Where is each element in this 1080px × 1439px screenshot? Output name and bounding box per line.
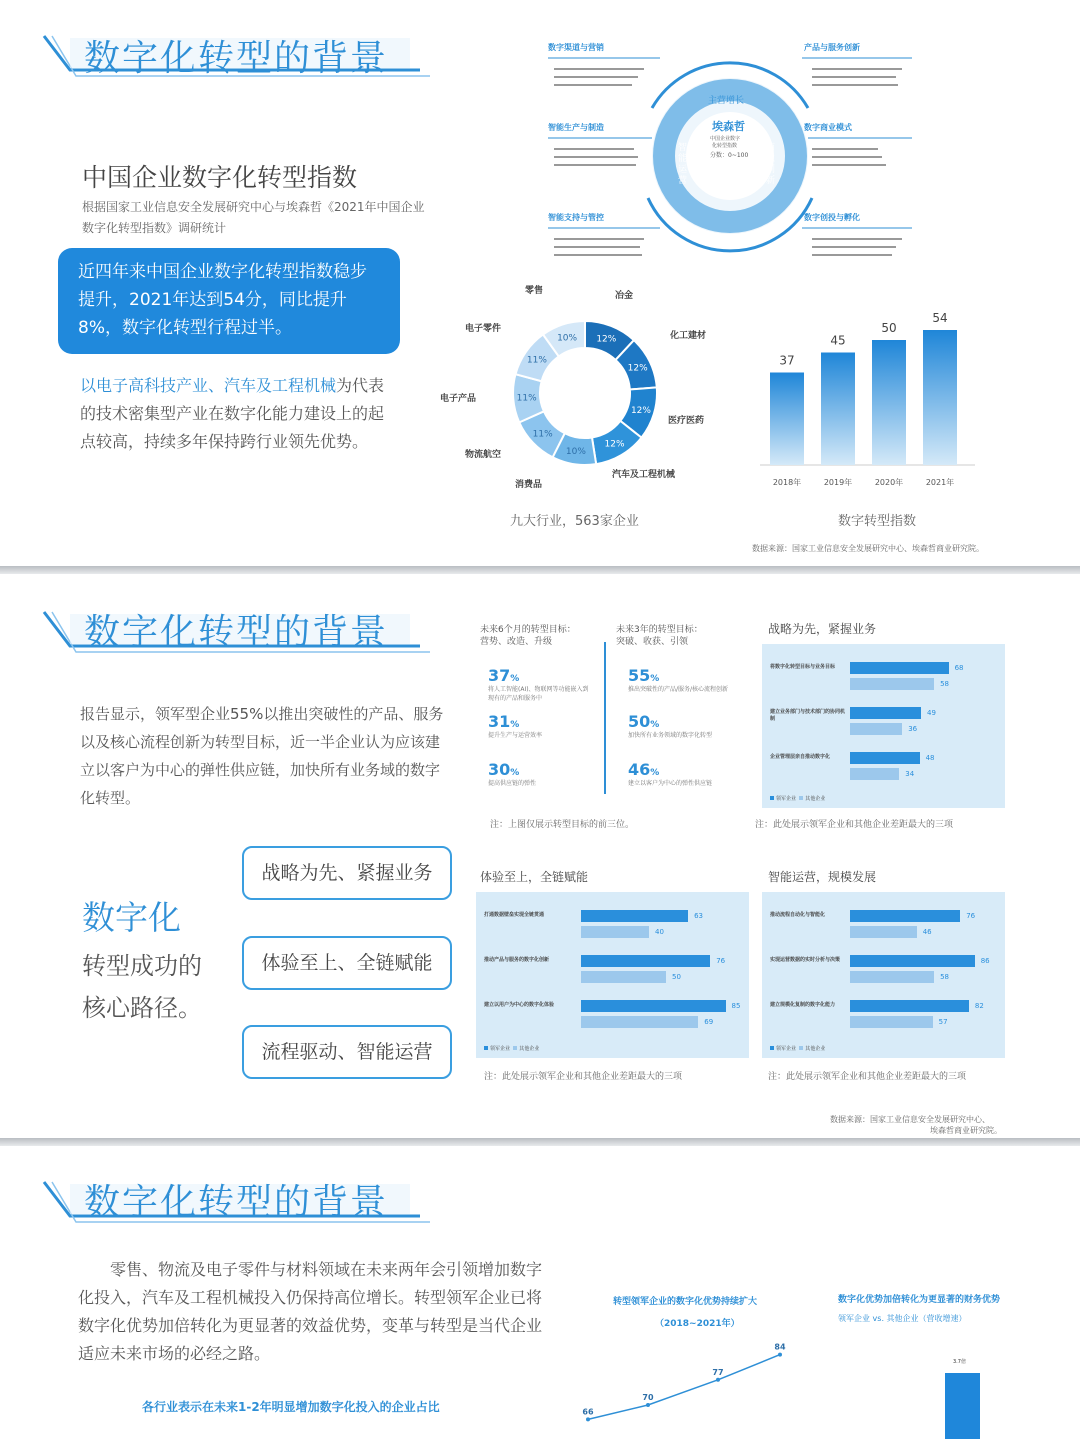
hbar-value-label: 48 (925, 754, 935, 762)
donut-category-label: 化工建材 (670, 331, 707, 341)
goal-item (488, 760, 593, 788)
donut-caption: 九大行业，563家企业 (510, 514, 639, 529)
goal-unit: % (510, 674, 520, 684)
slide1-footer: 数据来源：国家工业信息安全发展研究中心、埃森哲商业研究院。 (752, 544, 984, 553)
slide-title: 数字化转型的背景 (84, 612, 389, 653)
industry-highlight: 以电子高科技产业、汽车及工程机械 (80, 376, 337, 395)
bar-category-label: 2021年 (925, 478, 955, 487)
bar (770, 373, 804, 466)
bar-value-label: 37 (779, 353, 795, 368)
bar-category-label: 2018年 (772, 478, 802, 487)
bar-category-label: 2020年 (874, 478, 904, 487)
hbar-panel-strategy (762, 644, 1005, 808)
goal-value: 30 (488, 760, 511, 779)
goal-item (628, 666, 738, 694)
legend-other: 其他企业 (805, 796, 826, 802)
legend-other: 其他企业 (805, 1046, 826, 1052)
center-name: 埃森哲 (712, 120, 745, 133)
goal-item (628, 712, 738, 740)
path-pill-operation: 流程驱动、智能运营 (242, 1025, 452, 1079)
donut-category-label: 零售 (525, 286, 544, 296)
hbar-other (850, 723, 902, 735)
financial-bar-label: 3.7倍 (953, 1359, 966, 1365)
hbar-legend (770, 795, 825, 802)
panel-note: 注：此处展示领军企业和其他企业差距最大的三项 (755, 820, 954, 830)
panel-title-operation: 智能运营，规模发展 (768, 870, 877, 884)
hbar-value-label: 34 (905, 770, 915, 778)
goal-desc: 将人工智能(AI)、物联网等功能嵌入到现有的产品和服务中 (488, 686, 589, 702)
hbar-category-label: 实现运营数据的实时分析与决策 (770, 957, 841, 963)
hbar-leader (581, 1000, 726, 1012)
donut-category-label: 物流航空 (465, 450, 502, 460)
goal-desc: 推出突破性的产品/服务/核心流程创新 (628, 686, 729, 693)
hbar-leader (850, 707, 921, 719)
advantage-line-chart (570, 1342, 800, 1439)
goals-3y-head-1: 未来3年的转型目标： (616, 625, 703, 635)
slide-1 (0, 0, 1080, 566)
hbar-value-label: 63 (694, 912, 704, 920)
line-value-label: 70 (642, 1393, 654, 1402)
hbar-category-label: 推动产品与服务的数字化创新 (484, 957, 550, 963)
goals-6m-head-1: 未来6个月的转型目标： (480, 625, 576, 635)
bar (872, 340, 906, 465)
hbar-value-label: 86 (980, 957, 990, 965)
legend-leader: 领军企业 (776, 796, 797, 802)
donut-category-label: 冶金 (615, 291, 634, 301)
industry-rest: 为代表的技术密集型产业在数字化能力建设上的起点较高，持续多年保持跨行业领先优势。 (80, 376, 385, 451)
goal-value: 37 (488, 666, 511, 685)
index-bar-chart (755, 295, 980, 495)
core-path-line-1: 数字化 (82, 898, 181, 937)
hbar-value-label: 68 (954, 664, 964, 672)
goal-desc: 建立以客户为中心的弹性供应链 (628, 780, 713, 787)
goal-desc: 提升生产与运营效率 (488, 732, 543, 739)
right-arc-label: 商业创新 (766, 143, 776, 186)
center-line-1: 中国企业数字 (710, 136, 741, 142)
slide2-footer-2: 埃森哲商业研究院。 (930, 1126, 1002, 1135)
panel-title-strategy: 战略为先，紧握业务 (768, 622, 877, 636)
goals-note: 注：上图仅展示转型目标的前三位。 (490, 820, 635, 830)
hbar-other (850, 926, 917, 938)
corner-title: 数字渠道与营销 (548, 43, 604, 52)
hbar-value-label: 58 (940, 680, 950, 688)
goal-unit: % (510, 768, 520, 778)
donut-category-label: 消费品 (515, 480, 543, 490)
industry-body (80, 372, 390, 456)
industry-chart-title: 各行业表示在未来1-2年明显增加数字化投入的企业占比 (142, 1400, 440, 1414)
hbar-leader (850, 1000, 969, 1012)
investment-body: 零售、物流及电子零件与材料领域在未来两年会引领增加数字化投入，汽车及工程机械投入仍保持高位增长。转型领军企业已将数字化优势加倍转化为更显著的效益优势，变革与转型是当代企业适应未来市场的必经之路。 (78, 1260, 543, 1363)
goal-desc: 加快所有业务领域的数字化转型 (628, 732, 713, 739)
hbar-leader (581, 910, 688, 922)
corner-title: 智能生产与制造 (548, 123, 604, 132)
donut-category-label: 医疗医药 (668, 416, 705, 426)
corner-title: 智能支持与管控 (548, 213, 604, 222)
slide-title: 数字化转型的背景 (84, 38, 389, 79)
outer-top-label: 主营增长 (708, 96, 745, 106)
report-body: 报告显示，领军型企业55%以推出突破性的产品、服务以及核心流程创新为转型目标，近一半企业认为应该建立以客户为中心的弹性供应链，加快所有业务域的数字化转型。 (80, 705, 444, 807)
panel-note: 注：此处展示领军企业和其他企业差距最大的三项 (484, 1072, 683, 1082)
hbar-panel-operation (762, 892, 1005, 1058)
bar-caption: 数字转型指数 (838, 514, 917, 529)
slide-separator (0, 1138, 1080, 1146)
hbar-category-label: 打通数据壁垒实现全链贯通 (484, 912, 545, 918)
slide-2 (0, 574, 1080, 1138)
bar (923, 330, 957, 465)
core-path-line-3: 核心路径。 (82, 994, 202, 1022)
slide-separator (0, 566, 1080, 574)
hbar-value-label: 58 (940, 973, 950, 981)
goal-value: 31 (488, 712, 511, 731)
donut-value-label: 10% (565, 446, 586, 457)
donut-value-label: 12% (627, 363, 648, 374)
hbar-value-label: 69 (704, 1018, 714, 1026)
goals-6m-head-2: 营势、改造、升级 (480, 637, 553, 647)
hbar-category-label: 推动流程自动化与智能化 (770, 912, 826, 918)
hbar-value-label: 82 (974, 1002, 984, 1010)
hbar-leader (850, 910, 960, 922)
line-value-label: 66 (582, 1407, 594, 1417)
donut-value-label: 10% (557, 333, 578, 344)
donut-value-label: 11% (516, 393, 537, 404)
goal-unit: % (510, 720, 520, 730)
hbar-other (850, 768, 899, 780)
hbar-leader (850, 662, 949, 674)
bar-value-label: 45 (830, 333, 846, 348)
goal-unit: % (650, 768, 660, 778)
line-point (778, 1353, 782, 1357)
goal-item (488, 666, 593, 703)
corner-title: 数字创投与孵化 (804, 213, 860, 222)
hbar-value-label: 76 (966, 912, 976, 920)
hbar-other (850, 678, 934, 690)
hbar-value-label: 40 (655, 928, 664, 936)
goals-3y-head-2: 突破、收获、引领 (616, 637, 689, 647)
left-arc-label: 智能运营 (678, 143, 688, 186)
path-pill-experience: 体验至上、全链赋能 (242, 936, 452, 990)
corner-title: 数字商业模式 (804, 123, 852, 132)
hbar-value-label: 85 (731, 1002, 741, 1010)
index-callout: 近四年来中国企业数字化转型指数稳步提升，2021年达到54分，同比提升8%，数字化转型行程过半。 (58, 248, 400, 354)
hbar-leader (581, 955, 710, 967)
hbar-value-label: 36 (908, 725, 918, 733)
bar-category-label: 2019年 (823, 478, 853, 487)
hbar-panel-experience (476, 892, 749, 1058)
goal-value: 55 (628, 666, 651, 685)
donut-value-label: 11% (526, 355, 547, 366)
source-line: 根据国家工业信息安全发展研究中心与埃森哲《2021年中国企业数字化转型指数》调研统计 (82, 200, 425, 235)
financial-chart-subtitle: 领军企业 vs. 其他企业（营收增速） (838, 1314, 967, 1323)
donut-category-label: 汽车及工程机械 (612, 470, 676, 480)
hbar-other (581, 1016, 698, 1028)
advantage-chart-years: （2018~2021年） (655, 1319, 740, 1329)
hbar-other (850, 971, 934, 983)
goal-item (628, 760, 738, 788)
core-path-line-2: 转型成功的 (82, 952, 202, 980)
corner-title: 产品与服务创新 (804, 43, 860, 52)
path-pill-strategy: 战略为先、紧握业务 (242, 846, 452, 900)
line-point (716, 1378, 720, 1382)
legend-leader: 领军企业 (490, 1046, 511, 1052)
financial-bar (945, 1373, 980, 1439)
goal-desc: 提高供应链的弹性 (488, 780, 537, 787)
hbar-value-label: 49 (927, 709, 936, 717)
hbar-category-label: 建立业务部门与技术部门的协同机制 (770, 709, 846, 722)
donut-value-label: 12% (630, 406, 651, 417)
hbar-leader (850, 955, 975, 967)
hbar-value-label: 46 (922, 928, 932, 936)
donut-value-label: 12% (604, 439, 625, 450)
slide-title: 数字化转型的背景 (84, 1182, 389, 1223)
center-score: 分数：0~100 (710, 152, 749, 159)
goal-value: 50 (628, 712, 651, 731)
hbar-leader (850, 752, 920, 764)
advantage-chart-title: 转型领军企业的数字化优势持续扩大 (613, 1297, 758, 1307)
hbar-category-label: 将数字化转型目标与业务目标 (770, 664, 836, 670)
hbar-legend (484, 1045, 539, 1052)
index-heading: 中国企业数字化转型指数 (82, 163, 358, 192)
hbar-value-label: 57 (938, 1018, 948, 1026)
hbar-legend (770, 1045, 825, 1052)
hbar-other (581, 926, 649, 938)
donut-category-label: 电子零件 (465, 324, 502, 334)
donut-category-label: 电子产品 (440, 394, 477, 404)
bar-value-label: 54 (932, 311, 948, 325)
panel-title-experience: 体验至上，全链赋能 (480, 870, 589, 884)
hbar-value-label: 76 (716, 957, 726, 965)
slide2-footer-1: 数据来源：国家工业信息安全发展研究中心、 (830, 1115, 990, 1124)
financial-chart-title: 数字化优势加倍转化为更显著的财务优势 (838, 1295, 1001, 1305)
hbar-category-label: 企业管理层亲自推动数字化 (770, 754, 831, 760)
goals-divider (604, 642, 606, 794)
panel-note: 注：此处展示领军企业和其他企业差距最大的三项 (768, 1072, 967, 1082)
legend-other: 其他企业 (519, 1046, 540, 1052)
goal-value: 46 (628, 760, 651, 779)
goal-unit: % (650, 674, 660, 684)
hbar-value-label: 50 (672, 973, 681, 981)
line-value-label: 77 (712, 1367, 724, 1377)
line-point (646, 1403, 650, 1407)
industry-donut-chart (440, 285, 707, 500)
bar (821, 353, 855, 466)
line-point (586, 1417, 590, 1421)
donut-value-label: 12% (596, 334, 617, 345)
hbar-other (581, 971, 666, 983)
goal-unit: % (650, 720, 660, 730)
hbar-category-label: 建立以用户为中心的数字化体验 (484, 1002, 555, 1008)
line-value-label: 84 (774, 1342, 786, 1352)
bar-value-label: 50 (881, 321, 897, 335)
line-series (588, 1355, 780, 1420)
legend-leader: 领军企业 (776, 1046, 797, 1052)
donut-value-label: 11% (532, 429, 553, 440)
center-line-2: 化转型指数 (712, 143, 738, 149)
hbar-other (850, 1016, 933, 1028)
hbar-category-label: 建立规模化复制的数字化能力 (770, 1002, 836, 1008)
goal-item (488, 712, 593, 740)
index-framework-diagram (540, 38, 920, 273)
slide-3 (0, 1146, 1080, 1439)
